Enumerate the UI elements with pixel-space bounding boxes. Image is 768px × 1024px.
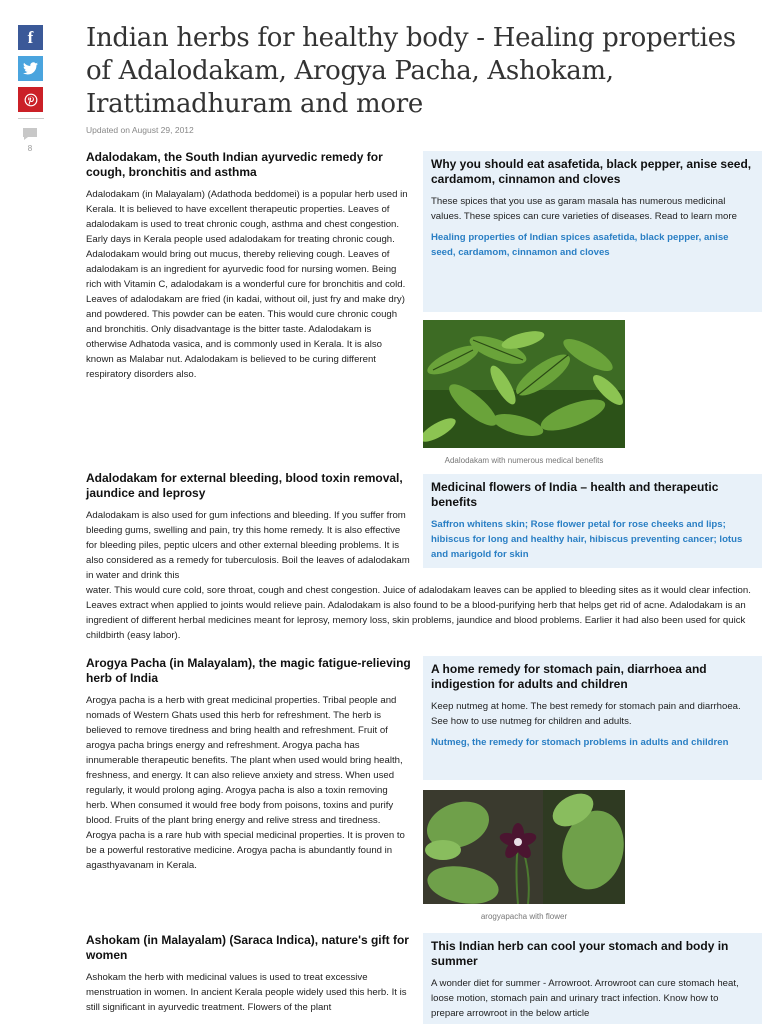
page-title: Indian herbs for healthy body - Healing properties of Adalodakam, Arogya Pacha, Ashokam, Irattimadhuram and more [86,23,736,119]
facebook-share-button[interactable] [18,25,43,50]
divider [18,118,44,119]
section-heading: Ashokam (in Malayalam) (Saraca Indica), nature's gift for women [86,933,409,962]
image-caption: arogyapacha with flower [480,912,568,921]
comment-icon [22,127,38,141]
section-heading: Adalodakam for external bleeding, blood toxin removal, jaundice and leprosy [86,471,403,500]
comment-count: 8 [27,144,33,153]
related-box-flowers [423,474,762,568]
related-text: These spices that you use as garam masala has numerous medicinal values. These spices can cure varieties of diseases. Read to learn more [431,196,737,222]
twitter-icon [23,62,38,75]
related-link[interactable]: Nutmeg, the remedy for stomach problems in adults and children [431,737,729,748]
arogyapacha-photo [423,790,625,904]
image-caption: Adalodakam with numerous medical benefits [444,456,604,465]
share-bar [18,25,44,153]
pinterest-share-button[interactable] [18,87,43,112]
adalodakam-photo [423,320,625,448]
related-heading: Why you should eat asafetida, black pepper, anise seed, cardamom, cinnamon and cloves [431,157,752,186]
section-body: Ashokam the herb with medicinal values is used to treat excessive menstruation in women. In ancient Kerala people widely used this herb. It is still significant in ayurvedic treatment. Flowers of the plant [86,972,407,1013]
related-link[interactable]: Healing properties of Indian spices asafetida, black pepper, anise seed, cardamom, cinnamon and cloves [431,232,729,258]
related-box-arrowroot [423,933,762,1024]
related-box-spices [423,151,762,312]
comments-link[interactable] [18,127,42,153]
section-heading: Adalodakam, the South Indian ayurvedic remedy for cough, bronchitis and asthma [86,150,383,179]
section-ashokam [86,933,412,1015]
related-heading: This Indian herb can cool your stomach and body in summer [431,939,729,968]
related-text: A wonder diet for summer - Arrowroot. Arrowroot can cure stomach heat, loose motion, stomach pain and urinary tract infection. Know how to prepare arrowroot in the below article [431,978,739,1019]
related-heading: A home remedy for stomach pain, diarrhoea and indigestion for adults and children [431,662,707,691]
section-arogya-pacha [86,656,412,873]
updated-date: Updated on August 29, 2012 [86,125,194,135]
related-link[interactable]: Saffron whitens skin; Rose flower petal for rose cheeks and lips; hibiscus for long and healthy hair, hibiscus preventing cancer; lotus and marigold for skin [431,519,743,560]
section-adalodakam-bleeding [86,471,412,583]
section-heading: Arogya Pacha (in Malayalam), the magic fatigue-relieving herb of India [86,656,411,685]
related-box-nutmeg [423,656,762,780]
section-body: Arogya pacha is a herb with great medicinal properties. Tribal people and nomads of Western Ghats used this herb for refreshment. The herb is believed to remove tiredness and bring health and refreshment. Fruit of arogya pacha brings energy and refreshment. Arogya pacha has innumerable therapeutic benefits. The plant when used would bring health, freshness, and energy. It can also relieve anxiety and stress. When used regularly, it would prolong aging. Arogya pacha is also a toxin removing herb. When consumed it would free body from poisons, toxins and purify blood. Fruits of the plant bring energy and relive stress and tiredness. Arogya pacha is a rare hub with special medicinal properties. It is proven to be a powerful restorative medicine. Arogya pacha is abundantly found in agasthyavanam in Kerala. [86,695,405,871]
section-body-continued: water. This would cure cold, sore throat, cough and chest congestion. Juice of adalodakam leaves can be applied to bleeding sites as it would clear infection. Leaves extract when applied to joints would relieve pain. Adalodakam is also found to be a blood-purifying herb that helps get rid of acne. Adalodakam is an ingredient of different herbal medicines meant for leprosy, memory loss, skin problems, jaundice and blood problems. Earlier it had also been used for quick childbirth (easy labor). [86,585,751,641]
arogyapacha-image [423,790,625,904]
related-heading: Medicinal flowers of India – health and therapeutic benefits [431,480,719,509]
facebook-icon: f [27,27,34,47]
section-adalodakam [86,150,412,382]
pinterest-icon [24,93,38,107]
section-body: Adalodakam is also used for gum infections and bleeding. If you suffer from bleeding gums, swelling and pain, try this home remedy. It is also effective for bleeding piles, peptic ulcers and other external bleeding problems. It is also considered as a remedy for tuberculosis. Boil the leaves of adalodakam in water and drink this [86,510,410,581]
related-text: Keep nutmeg at home. The best remedy for stomach pain and diarrhoea. See how to use nutmeg for children and adults. [431,701,741,727]
twitter-share-button[interactable] [18,56,43,81]
section-body: Adalodakam (in Malayalam) (Adathoda beddomei) is a popular herb used in Kerala. It is believed to have excellent therapeutic properties. Leaves of adalodakam is used to treat chronic cough, asthma and chest congestion. Early days in Kerala people used adalodakam for treating chronic cough. Adalodakam would bring out mucus, thereby relieving cough. Leaves of adalodakam is an ingredient for ayurvedic food for nursing women. Being rich with Vitamin C, adalodakam is a wonderful cure for bronchitis and cold. Leaves of adalodakam are fried (in kadai, without oil, just fry and make dry) and powdered. This powder can be eaten. This would cure chronic cough and bronchitis. Only disadvantage is the bitter taste. Adalodakam is otherwise Adhatoda vasica, and is commonly used in Kerala. It is also known as Malabar nut. Adalodakam is believed to be curing different respiratory disorders also. [86,189,408,380]
adalodakam-image [423,320,625,448]
